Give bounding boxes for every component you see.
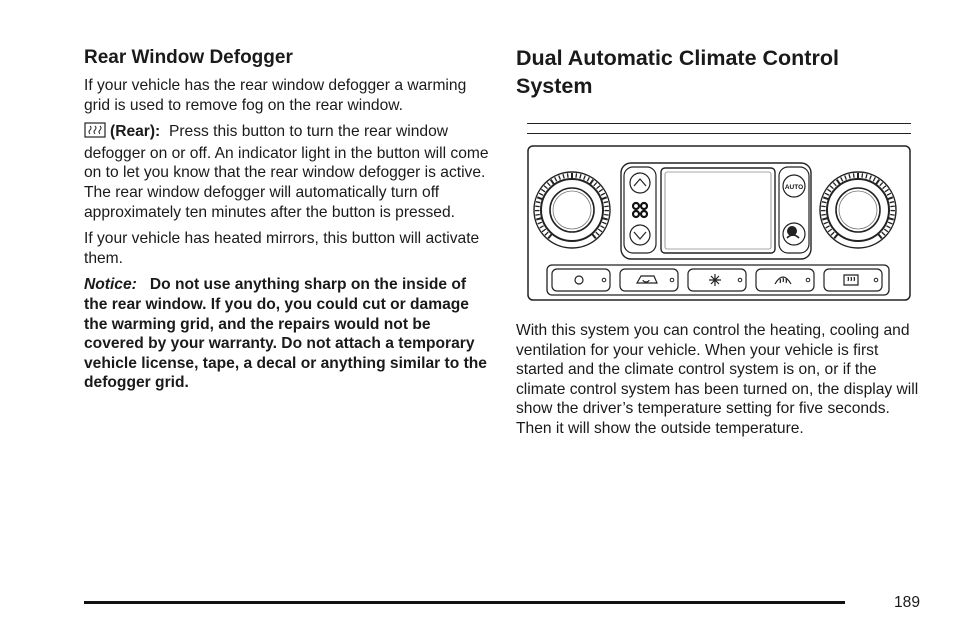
recirculation-icon [620,269,678,291]
page-number: 189 [893,594,920,611]
rear-text: Press this button to turn the rear window defogger on or off. An indicator light in the button will come on to let you know that the rear window defogger is active. The rear window defogger will automatically turn off approximately ten minutes after the button is pressed. [84,123,489,221]
passenger-icon [783,223,805,245]
rear-label: (Rear): [110,123,161,141]
rear-button-paragraph [84,122,492,222]
temp-up-icon [630,173,650,193]
climate-control-panel-illustration [527,145,911,306]
section-heading-rear-window-defogger: Rear Window Defogger [84,47,293,68]
heading-rules [527,123,911,143]
driver-temperature-dial [534,172,610,248]
passenger-temperature-dial [820,172,896,248]
heated-mirrors-paragraph: If your vehicle has heated mirrors, this button will activate them. [84,230,480,267]
section-heading-climate-control: Dual Automatic Climate Control System [516,46,839,98]
rule-top [527,123,911,124]
defogger-intro: If your vehicle has the rear window defogger a warming grid is used to remove fog on the rear window. [84,77,467,114]
rear-defrost-icon [824,269,882,291]
auto-icon [783,175,805,197]
right-column [516,44,920,100]
footer-rule [84,601,845,604]
left-column [84,46,492,400]
notice-text: Do not use anything sharp on the inside of the rear window. If you do, you could cut or damage the warming grid, and the repairs would not be covered by your warranty. Do not attach a temporary vehicle license, tape, a decal or anything similar to the defogger grid. [84,276,487,392]
rule-bottom [527,133,911,134]
ac-icon [688,269,746,291]
notice-label: Notice: [84,276,137,294]
climate-description: With this system you can control the heating, cooling and ventilation for your vehicle. When your vehicle is first started and the climate control system is on, or if the climate control system has been turned on, the display will show the driver’s temperature setting for five seconds. Then it will show the outside temperature. [516,322,919,437]
auto-label: AUTO [784,184,804,191]
power-icon [552,269,610,291]
front-defrost-icon [756,269,814,291]
rear-defrost-icon [84,122,106,144]
notice-paragraph [84,275,492,393]
temp-down-icon [630,225,650,245]
